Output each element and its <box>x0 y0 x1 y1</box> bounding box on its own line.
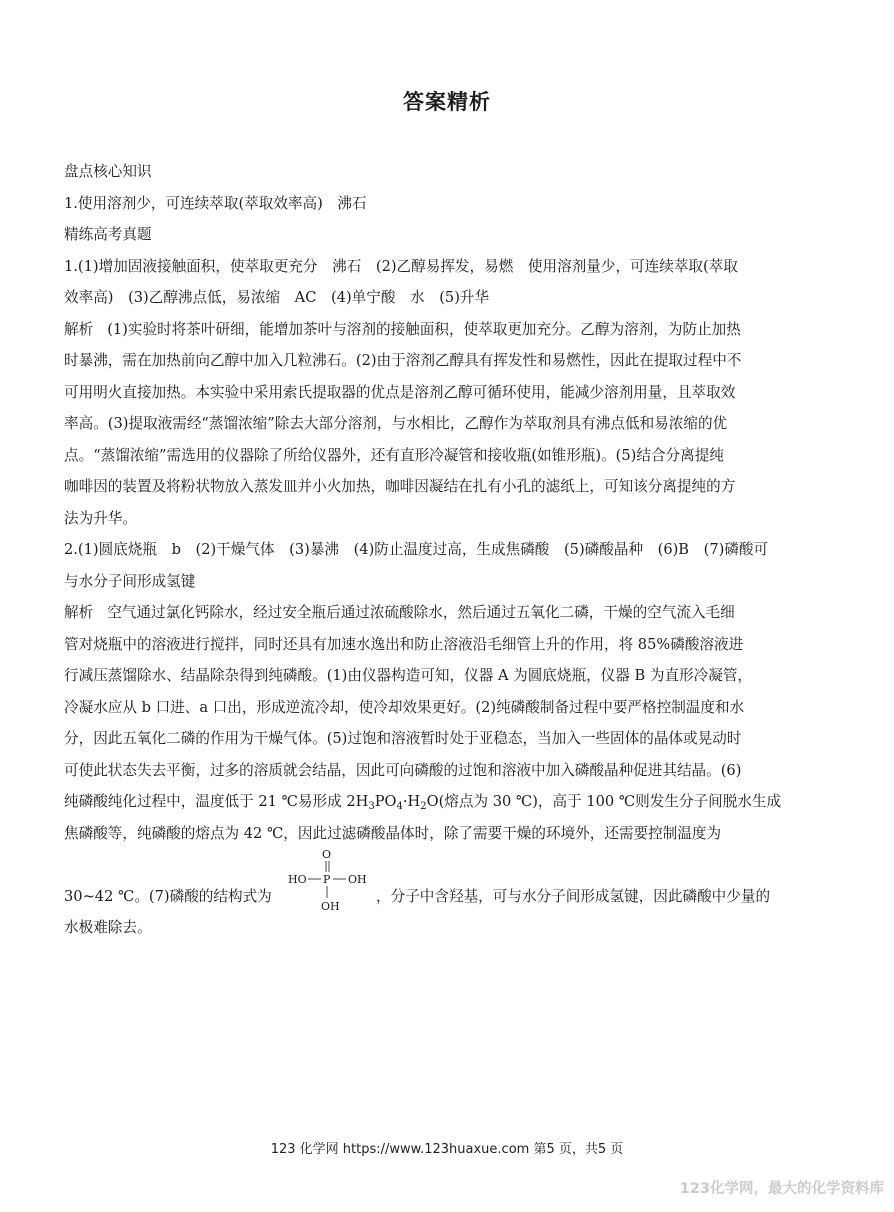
q1-analysis-line: 时暴沸，需在加热前向乙醇中加入几粒沸石。(2)由于溶剂乙醇具有挥发性和易燃性，因此在提取过程中不 <box>64 352 742 369</box>
q2-analysis-line: 冷凝水应从 b 口进、a 口出，形成逆流冷却，使冷却效果更好。(2)纯磷酸制备过程中要严格控制温度和水 <box>64 698 745 716</box>
page-footer: 123 化学网 https://www.123huaxue.com 第5 页，共5 页 <box>270 1142 624 1157</box>
structure-atom-p: P <box>323 873 331 886</box>
q1-answer-line: 1.(1)增加固液接触面积，使萃取更充分 沸石 (2)乙醇易挥发，易燃 使用溶剂量少，可连续萃取(萃取 <box>64 257 738 275</box>
q2-analysis-line: 分，因此五氧化二磷的作用为干燥气体。(5)过饱和溶液暂时处于亚稳态，当加入一些固体的晶体或晃动时 <box>64 730 742 747</box>
q1-analysis-line: 咖啡因的装置及将粉状物放入蒸发皿并小火加热，咖啡因凝结在扎有小孔的滤纸上，可知该分离提纯的方 <box>64 478 736 495</box>
structure-atom-ho: HO <box>288 873 307 886</box>
q2-analysis-line: 可使此状态失去平衡，过多的溶质就会结晶，因此可向磷酸的过饱和溶液中加入磷酸晶种促进其结晶。(6) <box>64 761 742 779</box>
core-answer-1: 1.使用溶剂少，可连续萃取(萃取效率高) 沸石 <box>64 194 367 212</box>
structure-atom-oh-right: OH <box>348 873 367 886</box>
q1-analysis-line: 可用明火直接加热。本实验中采用索氏提取器的优点是溶剂乙醇可循环使用，能减少溶剂用量，且萃取效 <box>64 383 736 401</box>
structure-atom-oh-bottom: OH <box>321 900 340 913</box>
q2-analysis-line: 水极难除去。 <box>64 919 152 936</box>
section-heading-core: 盘点核心知识 <box>64 163 152 180</box>
analysis-label: 解析 <box>64 320 94 338</box>
q1-analysis-line: 法为升华。 <box>64 509 137 527</box>
q1-answer-line: 效率高) (3)乙醇沸点低，易浓缩 AC (4)单宁酸 水 (5)升华 <box>64 289 490 306</box>
section-heading-exam: 精练高考真题 <box>64 226 152 243</box>
phosphoric-acid-structure <box>286 847 376 915</box>
q2-analysis-line: 解析 空气通过氯化钙除水，经过安全瓶后通过浓硫酸除水，然后通过五氧化二磷，干燥的空气流入毛细 <box>64 604 735 621</box>
structure-atom-o: O <box>322 848 332 861</box>
q2-answer-line: 2.(1)圆底烧瓶 b (2)干燥气体 (3)暴沸 (4)防止温度过高，生成焦磷酸 (5)磷酸晶种 (6)B (7)磷酸可 <box>64 541 769 558</box>
answer-content <box>64 156 834 944</box>
q1-analysis-line: 点。“蒸馏浓缩”需选用的仪器除了所给仪器外，还有直形冷凝管和接收瓶(如锥形瓶)。(5)结合分离提纯 <box>64 446 724 464</box>
q2-analysis-line-with-structure: 30~42 ℃。(7)磷酸的结构式为 O HO P OH OH ，分子中含羟基，可与水分子间形成氢键，因此磷酸中少量的 <box>64 848 771 913</box>
site-watermark: 123化学网，最大的化学资料库 <box>679 1181 884 1197</box>
q1-analysis-line: 率高。(3)提取液需经“蒸馏浓缩”除去大部分溶剂，与水相比，乙醇作为萃取剂具有沸点低和易浓缩的优 <box>64 415 728 432</box>
q2-analysis-line: 焦磷酸等，纯磷酸的熔点为 42 ℃，因此过滤磷酸晶体时，除了需要干燥的环境外，还需要控制温度为 <box>64 824 722 842</box>
q2-analysis-line: 行减压蒸馏除水、结晶除杂得到纯磷酸。(1)由仪器构造可知，仪器 A 为圆底烧瓶，仪器 B 为直形冷凝管， <box>64 667 753 684</box>
q1-analysis-line: 解析 (1)实验时将茶叶研细，能增加茶叶与溶剂的接触面积，使萃取更加充分。乙醇为溶剂，为防止加热 <box>64 320 741 338</box>
q2-answer-line: 与水分子间形成氢键 <box>64 572 196 590</box>
q2-analysis-line: 管对烧瓶中的溶液进行搅拌，同时还具有加速水逸出和防止溶液沿毛细管上升的作用，将 85%磷酸溶液进 <box>64 635 744 653</box>
q2-analysis-line: 纯磷酸纯化过程中，温度低于 21 ℃易形成 $2H_3PO_4\cdot H_2O$(熔点为 30 ℃)，高于 100 ℃则发生分子间脱水生成 <box>64 793 782 812</box>
analysis-label: 解析 <box>64 604 94 621</box>
page-title: 答案精析 <box>403 90 491 114</box>
